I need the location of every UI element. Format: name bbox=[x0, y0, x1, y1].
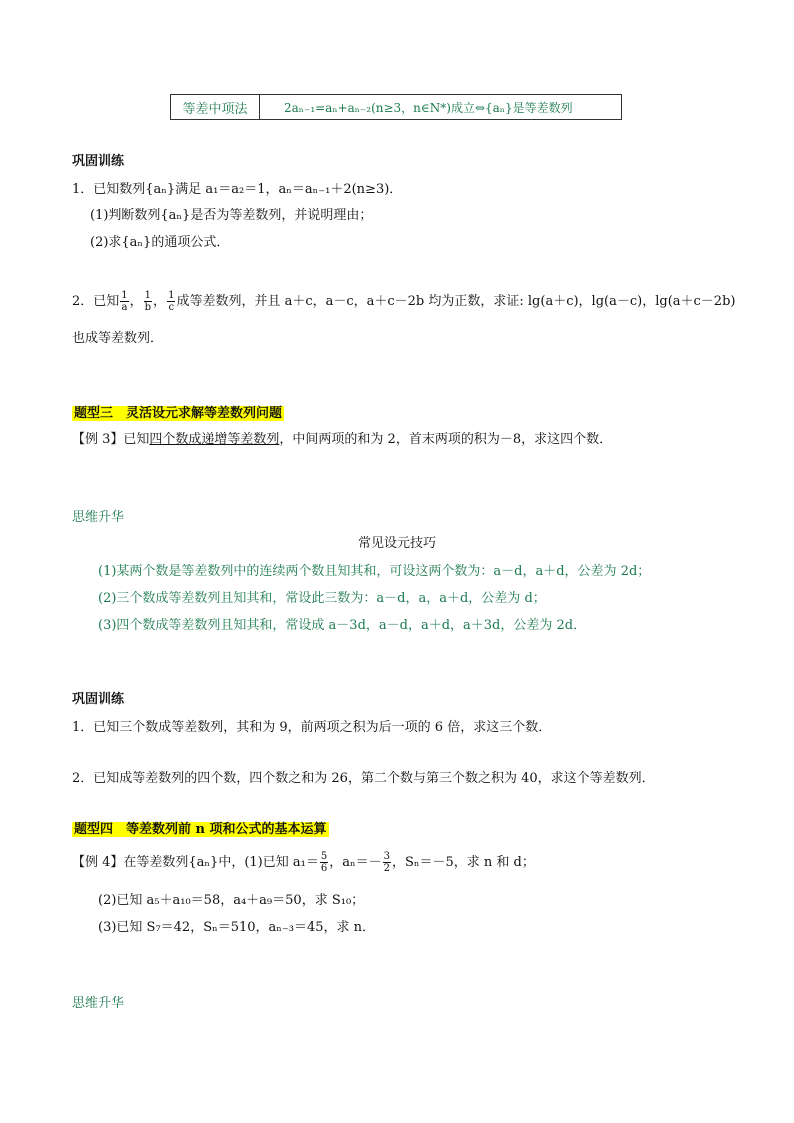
s1-q2-prefix: 2．已知 bbox=[72, 294, 120, 309]
type4-heading: 题型四 等差数列前 n 项和公式的基本运算 bbox=[74, 822, 327, 837]
thinking1-heading: 思维升华 bbox=[72, 510, 125, 525]
example3-underlined: 四个数成递增等差数列 bbox=[149, 432, 280, 447]
s1-q2-line1: 2．已知 $\frac{1}{a}$ ， $\frac{1}{b}$ ， $\frac{1}{c}$ 成等差数列，并且 a＋c，a－c，a＋c－2b 均为正数，求证: lg(a＋c)，lg(a－c)，lg(a＋c－2b) bbox=[72, 290, 736, 313]
frac-5-over-6: $\frac{5}{6}$ bbox=[320, 851, 328, 874]
example4-line3: (3)已知 S₇＝42，Sₙ＝510，aₙ₋₃＝45，求 n． bbox=[98, 920, 376, 935]
type3-heading: 题型三 灵活设元求解等差数列问题 bbox=[74, 406, 283, 421]
s1-q2-rest: 成等差数列，并且 a＋c，a－c，a＋c－2b 均为正数，求证: lg(a＋c)，lg(a－c)，lg(a＋c－2b) bbox=[176, 294, 736, 309]
tip-3: (3)四个数成等差数列且知其和，常设成 a－3d，a－d，a＋d，a＋3d，公差为 2d． bbox=[98, 618, 587, 633]
example4-line2: (2)已知 a₅＋a₁₀＝58，a₄＋a₉＝50，求 S₁₀； bbox=[98, 893, 365, 908]
frac-1-over-b: $\frac{1}{b}$ bbox=[144, 290, 152, 313]
method-formula: 2aₙ₋₁=aₙ+aₙ₋₂(n≥3，n∈N*)成立⇔{aₙ}是等差数列 bbox=[284, 100, 573, 115]
s1-q1-line3: (2)求{aₙ}的通项公式． bbox=[90, 235, 230, 250]
frac-1-over-c: $\frac{1}{c}$ bbox=[168, 290, 175, 313]
section2-heading: 巩固训练 bbox=[72, 692, 125, 707]
tip-1: (1)某两个数是等差数列中的连续两个数且知其和，可设这两个数为：a－d，a＋d，公差为 2d； bbox=[98, 564, 651, 579]
thinking2-heading: 思维升华 bbox=[72, 996, 125, 1011]
example3: 【例 3】已知四个数成递增等差数列，中间两项的和为 2，首末两项的积为－8，求这四个数． bbox=[72, 432, 613, 447]
s1-q1-line1: 1．已知数列{aₙ}满足 a₁＝a₂＝1，aₙ＝aₙ₋₁＋2(n≥3)． bbox=[72, 182, 403, 197]
example4-line1: 【例 4】在等差数列{aₙ}中，(1)已知 a₁＝ $\frac{5}{6}$ ，aₙ＝－ $\frac{3}{2}$ ，Sₙ＝－5，求 n 和 d； bbox=[72, 851, 535, 874]
method-label: 等差中项法 bbox=[171, 95, 260, 119]
s1-q1-line2: (1)判断数列{aₙ}是否为等差数列，并说明理由； bbox=[90, 208, 373, 223]
section1-heading: 巩固训练 bbox=[72, 154, 125, 169]
frac-3-over-2: $\frac{3}{2}$ bbox=[383, 851, 390, 874]
s1-q2-line2: 也成等差数列． bbox=[72, 331, 164, 346]
s2-q1: 1．已知三个数成等差数列，其和为 9，前两项之积为后一项的 6 倍，求这三个数． bbox=[72, 720, 552, 735]
tips-title: 常见设元技巧 bbox=[357, 536, 436, 551]
frac-1-over-a: $\frac{1}{a}$ bbox=[121, 290, 128, 313]
tip-2: (2)三个数成等差数列且知其和，常设此三数为：a－d，a，a＋d，公差为 d； bbox=[98, 591, 546, 606]
s2-q2: 2．已知成等差数列的四个数，四个数之和为 26，第二个数与第三个数之积为 40，求这个等差数列． bbox=[72, 771, 655, 786]
method-table bbox=[170, 94, 622, 120]
